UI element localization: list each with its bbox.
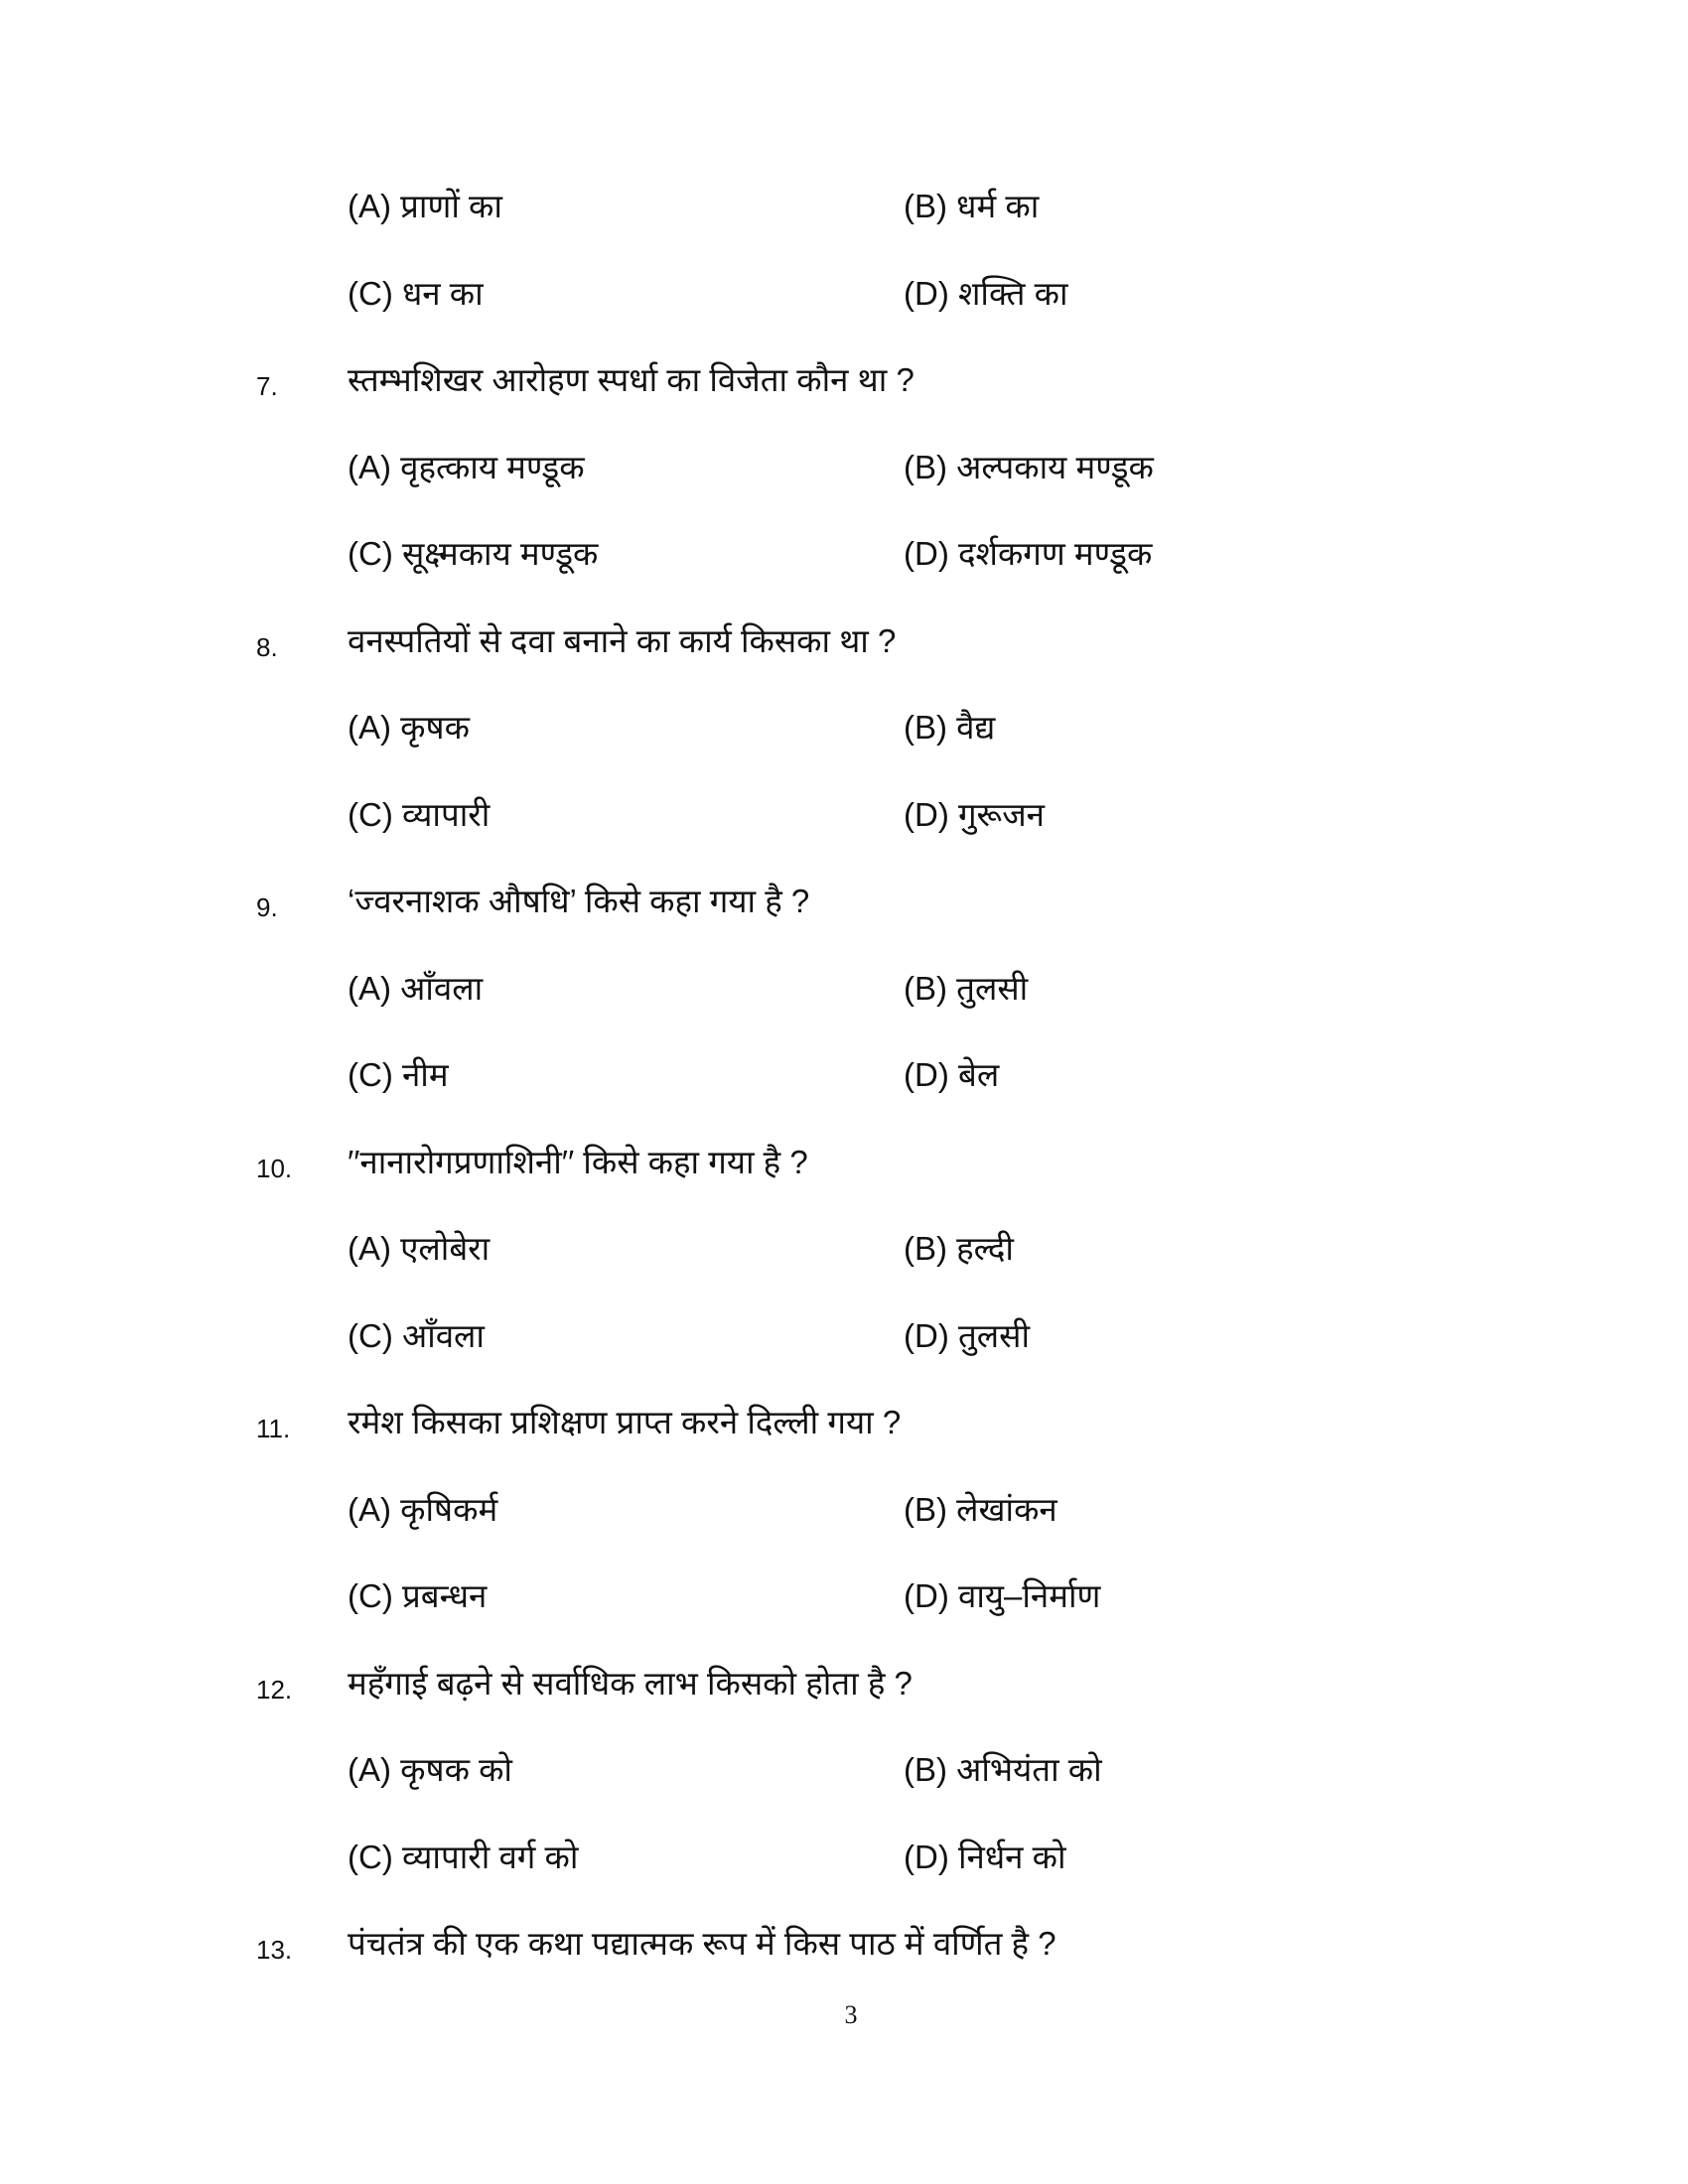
option-row [0, 1485, 1688, 1572]
question-number: 11. [256, 1414, 291, 1443]
option-B: (B) हल्दी [904, 1230, 1014, 1267]
option-D: (D) गुरूजन [904, 795, 1045, 833]
option-A: (A) कृषक को [348, 1751, 512, 1788]
option-row [0, 1311, 1688, 1399]
option-A: (A) वृहत्काय मण्डूक [348, 448, 585, 485]
question-text: ′′नानारोगप्रणाशिनी′′ किसे कहा गया है ? [348, 1143, 808, 1180]
question-number: 13. [256, 1935, 293, 1965]
option-B: (B) अभियंता को [904, 1751, 1102, 1788]
option-C: (C) प्रबन्धन [348, 1577, 488, 1614]
question-row [0, 877, 1688, 964]
option-row [0, 1745, 1688, 1833]
option-B: (B) धर्म का [904, 188, 1040, 224]
option-D: (D) निर्धन को [904, 1838, 1066, 1875]
question-row [0, 1138, 1688, 1225]
page-number: 3 [844, 2000, 858, 2029]
question-list [0, 182, 1688, 2006]
question-number: 9. [256, 892, 278, 922]
question-text: पंचतंत्र की एक कथा पद्यात्मक रूप में किस पाठ में वर्णित है ? [348, 1925, 1056, 1962]
option-B: (B) तुलसी [904, 969, 1029, 1007]
question-number: 12. [256, 1674, 293, 1705]
option-D: (D) शक्ति का [904, 274, 1068, 312]
option-B: (B) वैद्य [904, 709, 996, 746]
option-A: (A) आँवला [348, 969, 484, 1007]
option-D: (D) बेल [904, 1056, 1000, 1093]
question-text: स्तम्भशिखर आरोहण स्पर्धा का विजेता कौन था ? [348, 361, 914, 398]
option-B: (B) लेखांकन [904, 1490, 1057, 1528]
option-row [0, 1833, 1688, 1920]
question-text: वनस्पतियों से दवा बनाने का कार्य किसका था ? [348, 621, 897, 659]
option-row [0, 529, 1688, 616]
question-text: रमेश किसका प्रशिक्षण प्राप्त करने दिल्ली गया ? [348, 1404, 902, 1440]
option-D: (D) तुलसी [904, 1316, 1031, 1354]
option-row [0, 964, 1688, 1051]
question-text: ‘ज्वरनाशक औषधि’ किसे कहा गया है ? [348, 883, 810, 919]
question-number: 10. [256, 1153, 293, 1183]
option-A: (A) एलोबेरा [348, 1230, 491, 1267]
option-C: (C) धन का [348, 274, 484, 312]
question-row [0, 1398, 1688, 1485]
option-A: (A) कृषक [348, 709, 470, 746]
question-number: 8. [256, 631, 278, 662]
question-row [0, 355, 1688, 443]
option-C: (C) सूक्ष्मकाय मण्डूक [348, 535, 599, 572]
option-C: (C) आँवला [348, 1316, 485, 1354]
option-row [0, 1571, 1688, 1659]
option-row [0, 703, 1688, 790]
option-B: (B) अल्पकाय मण्डूक [904, 448, 1154, 485]
option-C: (C) व्यापारी [348, 795, 491, 833]
option-D: (D) दर्शकगण मण्डूक [904, 535, 1153, 572]
option-A: (A) कृषिकर्म [348, 1490, 498, 1528]
question-row [0, 1919, 1688, 2006]
option-row [0, 1050, 1688, 1138]
question-number: 7. [256, 371, 278, 401]
option-row [0, 443, 1688, 530]
option-C: (C) नीम [348, 1056, 449, 1093]
option-row [0, 790, 1688, 878]
option-C: (C) व्यापारी वर्ग को [348, 1838, 579, 1875]
question-row [0, 1659, 1688, 1746]
question-row [0, 616, 1688, 704]
option-row [0, 1224, 1688, 1311]
option-A: (A) प्राणों का [348, 188, 502, 224]
option-row [0, 182, 1688, 269]
option-D: (D) वायु–निर्माण [904, 1577, 1101, 1614]
option-row [0, 269, 1688, 356]
question-text: महँगाई बढ़ने से सर्वाधिक लाभ किसको होता है ? [348, 1664, 913, 1702]
